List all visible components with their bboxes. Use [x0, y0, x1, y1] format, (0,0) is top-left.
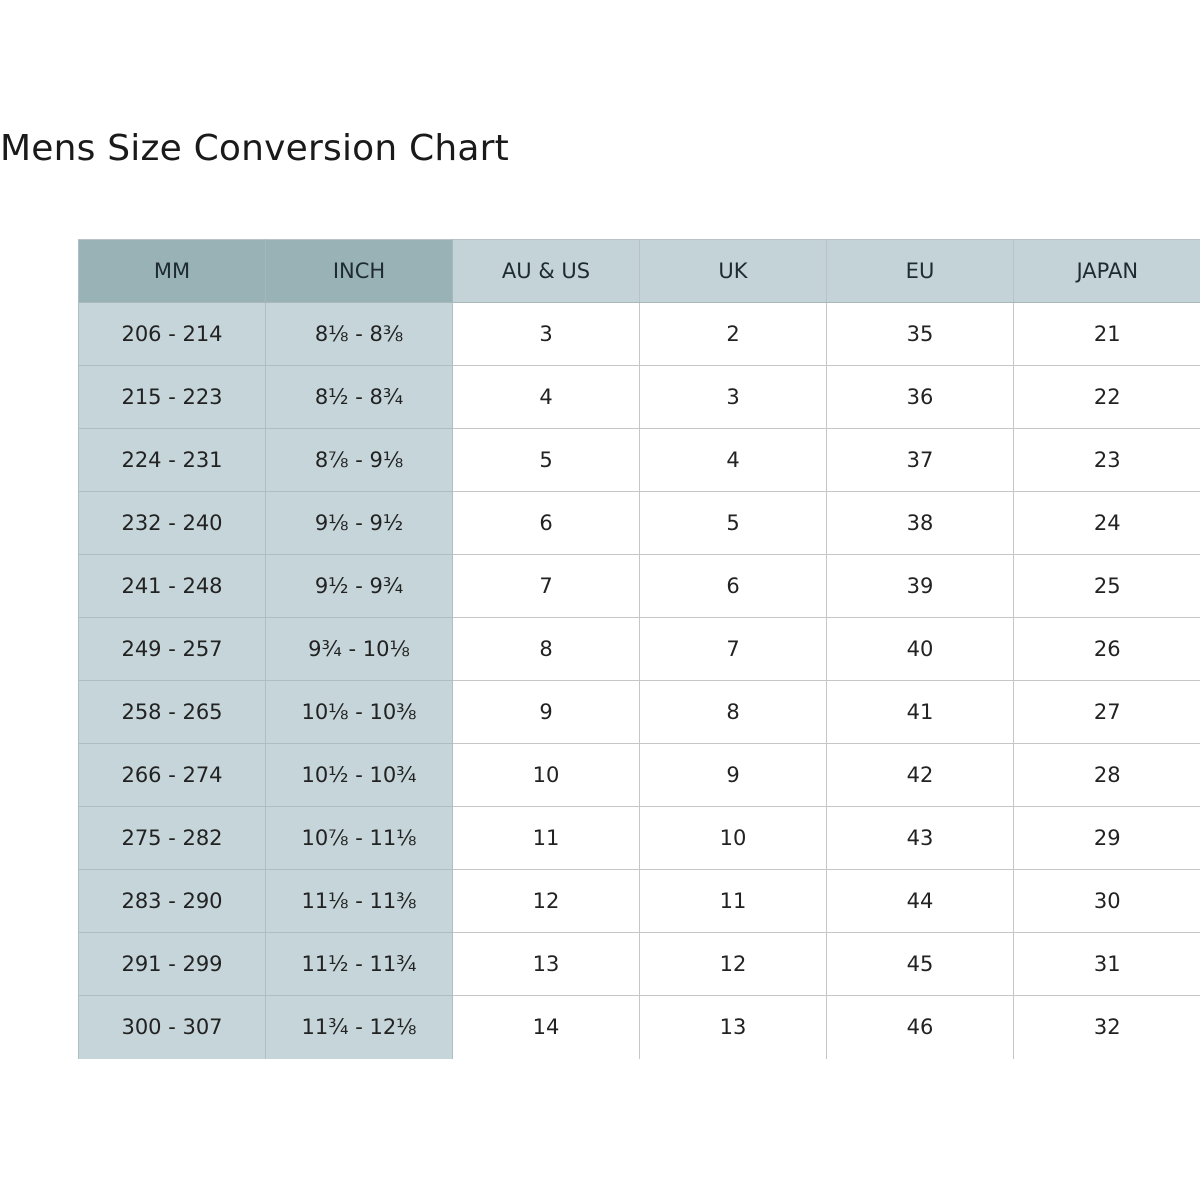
cell-eu: 39: [827, 555, 1014, 618]
header-mm: MM: [79, 240, 266, 303]
cell-uk: 10: [640, 807, 827, 870]
cell-japan: 28: [1014, 744, 1200, 807]
cell-japan: 32: [1014, 996, 1200, 1059]
cell-inch: 8⅞ - 9⅛: [266, 429, 453, 492]
cell-au-us: 13: [453, 933, 640, 996]
cell-japan: 31: [1014, 933, 1200, 996]
table-row: [79, 555, 1200, 618]
cell-uk: 5: [640, 492, 827, 555]
cell-au-us: 14: [453, 996, 640, 1059]
cell-eu: 38: [827, 492, 1014, 555]
size-conversion-table: [78, 239, 1200, 1059]
cell-au-us: 8: [453, 618, 640, 681]
cell-uk: 3: [640, 366, 827, 429]
cell-mm: 215 - 223: [79, 366, 266, 429]
cell-inch: 9½ - 9¾: [266, 555, 453, 618]
cell-eu: 35: [827, 303, 1014, 366]
table-row: [79, 996, 1200, 1059]
cell-eu: 46: [827, 996, 1014, 1059]
cell-au-us: 9: [453, 681, 640, 744]
cell-eu: 45: [827, 933, 1014, 996]
cell-japan: 26: [1014, 618, 1200, 681]
table-row: [79, 744, 1200, 807]
cell-uk: 12: [640, 933, 827, 996]
cell-eu: 42: [827, 744, 1014, 807]
table-row: [79, 807, 1200, 870]
cell-eu: 37: [827, 429, 1014, 492]
cell-mm: 283 - 290: [79, 870, 266, 933]
cell-japan: 30: [1014, 870, 1200, 933]
header-japan: JAPAN: [1014, 240, 1200, 303]
cell-mm: 266 - 274: [79, 744, 266, 807]
cell-mm: 258 - 265: [79, 681, 266, 744]
header-au-us: AU & US: [453, 240, 640, 303]
table-row: [79, 870, 1200, 933]
cell-uk: 4: [640, 429, 827, 492]
cell-inch: 10½ - 10¾: [266, 744, 453, 807]
cell-mm: 224 - 231: [79, 429, 266, 492]
cell-au-us: 3: [453, 303, 640, 366]
header-row: [79, 240, 1200, 303]
cell-japan: 23: [1014, 429, 1200, 492]
cell-mm: 249 - 257: [79, 618, 266, 681]
table-row: [79, 618, 1200, 681]
table-row: [79, 429, 1200, 492]
cell-japan: 29: [1014, 807, 1200, 870]
cell-au-us: 6: [453, 492, 640, 555]
table-row: [79, 933, 1200, 996]
cell-mm: 291 - 299: [79, 933, 266, 996]
cell-uk: 8: [640, 681, 827, 744]
header-inch: INCH: [266, 240, 453, 303]
cell-au-us: 4: [453, 366, 640, 429]
table-body: [79, 303, 1200, 1059]
header-eu: EU: [827, 240, 1014, 303]
cell-inch: 8⅛ - 8⅜: [266, 303, 453, 366]
cell-eu: 43: [827, 807, 1014, 870]
table-row: [79, 303, 1200, 366]
cell-uk: 11: [640, 870, 827, 933]
cell-eu: 36: [827, 366, 1014, 429]
cell-eu: 44: [827, 870, 1014, 933]
cell-uk: 13: [640, 996, 827, 1059]
cell-japan: 21: [1014, 303, 1200, 366]
cell-uk: 9: [640, 744, 827, 807]
cell-mm: 241 - 248: [79, 555, 266, 618]
cell-au-us: 12: [453, 870, 640, 933]
cell-japan: 22: [1014, 366, 1200, 429]
cell-uk: 7: [640, 618, 827, 681]
cell-japan: 25: [1014, 555, 1200, 618]
cell-inch: 10⅛ - 10⅜: [266, 681, 453, 744]
cell-mm: 232 - 240: [79, 492, 266, 555]
cell-uk: 6: [640, 555, 827, 618]
cell-mm: 275 - 282: [79, 807, 266, 870]
cell-eu: 40: [827, 618, 1014, 681]
cell-inch: 11½ - 11¾: [266, 933, 453, 996]
cell-inch: 8½ - 8¾: [266, 366, 453, 429]
cell-uk: 2: [640, 303, 827, 366]
cell-eu: 41: [827, 681, 1014, 744]
table-row: [79, 681, 1200, 744]
table-row: [79, 492, 1200, 555]
cell-au-us: 7: [453, 555, 640, 618]
table-row: [79, 366, 1200, 429]
cell-mm: 300 - 307: [79, 996, 266, 1059]
cell-au-us: 5: [453, 429, 640, 492]
cell-inch: 9⅛ - 9½: [266, 492, 453, 555]
cell-inch: 10⅞ - 11⅛: [266, 807, 453, 870]
cell-japan: 27: [1014, 681, 1200, 744]
header-uk: UK: [640, 240, 827, 303]
page-title: Mens Size Conversion Chart: [0, 128, 509, 169]
cell-inch: 11⅛ - 11⅜: [266, 870, 453, 933]
cell-au-us: 10: [453, 744, 640, 807]
cell-inch: 11¾ - 12⅛: [266, 996, 453, 1059]
cell-au-us: 11: [453, 807, 640, 870]
cell-japan: 24: [1014, 492, 1200, 555]
cell-mm: 206 - 214: [79, 303, 266, 366]
cell-inch: 9¾ - 10⅛: [266, 618, 453, 681]
